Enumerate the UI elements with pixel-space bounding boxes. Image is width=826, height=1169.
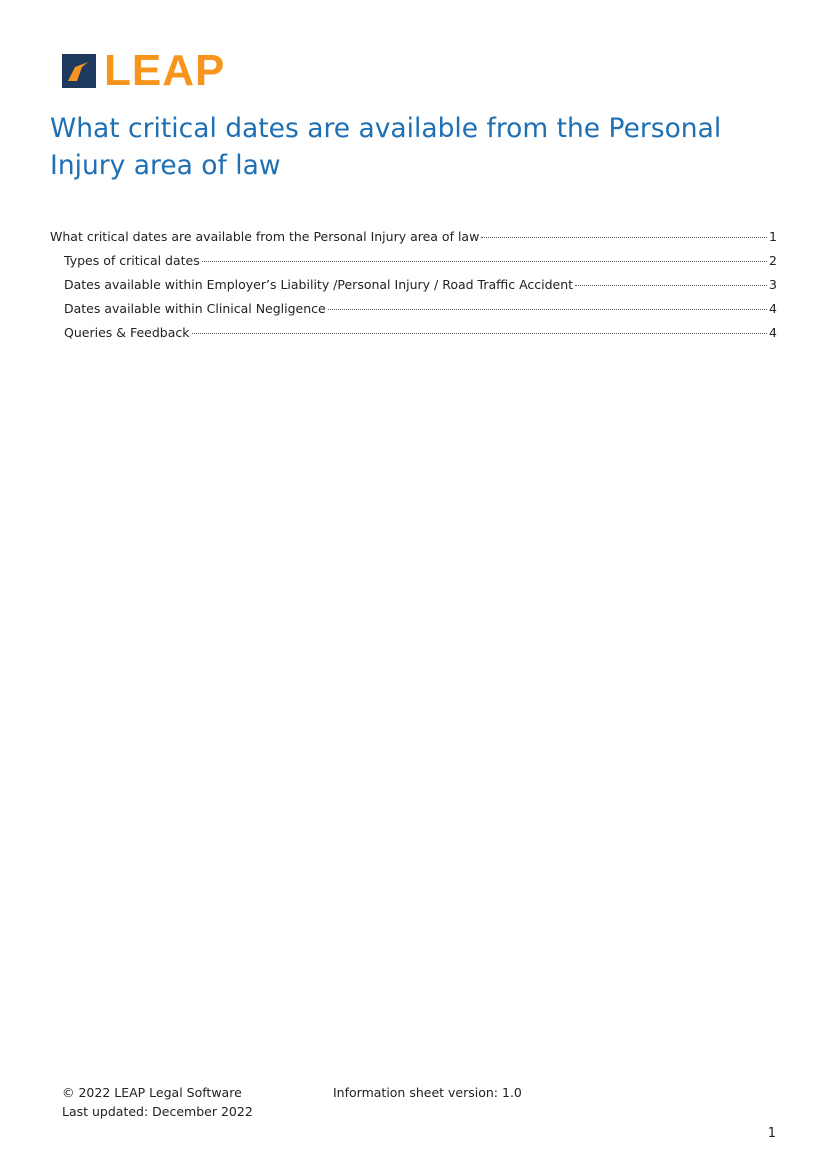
footer-left — [62, 1083, 253, 1121]
footer-version: Information sheet version: 1.0 — [333, 1085, 522, 1100]
toc-dot-leader — [328, 309, 767, 310]
toc-entry[interactable] — [50, 277, 777, 301]
toc-entry[interactable] — [50, 325, 777, 349]
toc-entry-text: Queries & Feedback — [64, 325, 190, 340]
toc-dot-leader — [192, 333, 768, 334]
logo-wordmark: LEAP — [104, 46, 226, 95]
toc-dot-leader — [481, 237, 767, 238]
toc-entry-text: Dates available within Employer’s Liability /Personal Injury / Road Traffic Accident — [64, 277, 574, 292]
toc-entry-text: Types of critical dates — [64, 253, 200, 268]
leap-logo-mark-icon — [62, 54, 96, 88]
toc-page-number: 2 — [769, 253, 777, 268]
footer-last-updated: Last updated: December 2022 — [62, 1104, 253, 1119]
toc-page-number: 1 — [769, 229, 777, 244]
leap-logo — [62, 46, 226, 95]
toc-page-number: 4 — [769, 325, 777, 340]
toc-entry-text: Dates available within Clinical Negligence — [64, 301, 326, 316]
toc-entry-text: What critical dates are available from the Personal Injury area of law — [50, 229, 480, 244]
table-of-contents — [50, 229, 777, 349]
toc-entry[interactable] — [50, 301, 777, 325]
toc-entry[interactable] — [50, 253, 777, 277]
page-number: 1 — [767, 1126, 776, 1141]
toc-dot-leader — [575, 285, 767, 286]
toc-entry[interactable] — [50, 229, 777, 253]
toc-page-number: 4 — [769, 301, 777, 316]
toc-page-number: 3 — [769, 277, 777, 292]
page-title: What critical dates are available from the Personal Injury area of law — [50, 113, 722, 181]
footer-copyright: © 2022 LEAP Legal Software — [62, 1085, 242, 1100]
toc-dot-leader — [202, 261, 767, 262]
